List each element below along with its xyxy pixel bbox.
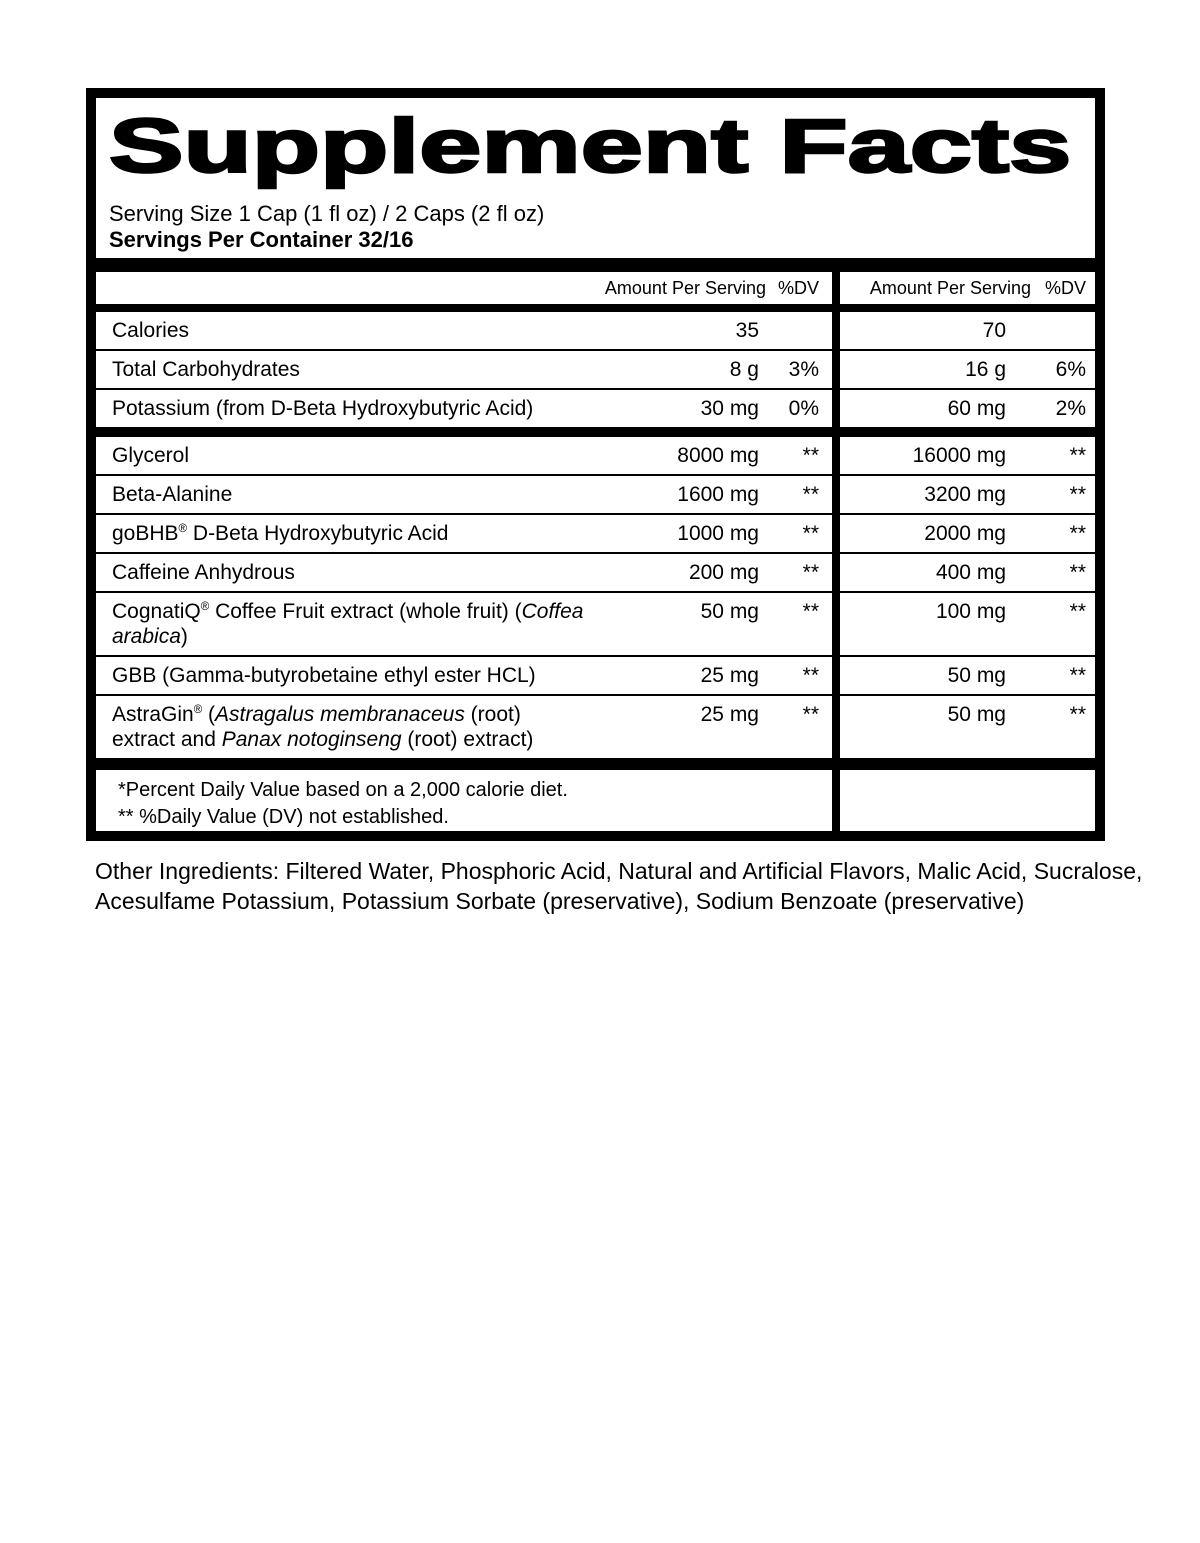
ingredient-cell-serving2: [840, 593, 1095, 655]
ingredient-cell-serving2: [840, 696, 1095, 758]
amount-per-serving-1: 30 mg: [700, 397, 759, 420]
ingredient-name-segment: (root) extract): [401, 728, 534, 751]
amount-per-serving-2: 70: [982, 319, 1006, 342]
daily-value-1: **: [802, 664, 819, 687]
ingredient-name-segment: CognatiQ: [112, 600, 201, 623]
ingredient-name: [112, 560, 641, 585]
daily-value-1: **: [802, 483, 819, 506]
ingredient-row: [96, 554, 1095, 591]
ingredient-name: [112, 702, 641, 752]
dv-label-2: %DV: [1044, 277, 1086, 298]
ingredient-name: [112, 396, 641, 421]
daily-value-2: **: [1069, 600, 1086, 623]
daily-value-1: **: [802, 703, 819, 726]
daily-value-1: **: [802, 444, 819, 467]
ingredient-name-segment: goBHB: [112, 522, 179, 545]
amount-per-serving-2: 16 g: [965, 358, 1006, 381]
ingredient-name-segment: GBB (Gamma-butyrobetaine ethyl ester HCL): [112, 664, 536, 687]
column-divider: [832, 351, 840, 388]
amount-per-serving-2: 100 mg: [935, 600, 1006, 623]
column-divider: [832, 696, 840, 758]
ingredient-name: [112, 521, 641, 546]
ingredient-name: [112, 482, 641, 507]
ingredient-cell-serving2: [840, 390, 1095, 427]
ingredient-cell-serving1: [96, 312, 832, 349]
facts-header-area: [96, 98, 1095, 258]
amount-per-serving-1: 50 mg: [700, 600, 759, 623]
supplement-facts-panel: [86, 88, 1105, 841]
ingredient-row: [96, 390, 1095, 427]
ingredient-name-segment: Coffea: [521, 600, 584, 623]
ingredient-name-segment: Potassium (from D-Beta Hydroxybutyric Acid): [112, 397, 534, 420]
ingredient-name-segment: Coffee Fruit extract (whole fruit) (: [209, 600, 522, 623]
ingredient-cell-serving1: [96, 554, 832, 591]
ingredient-cell-serving1: [96, 515, 832, 552]
daily-value-1: **: [802, 522, 819, 545]
amount-per-serving-2: 16000 mg: [912, 444, 1006, 467]
ingredient-name-segment: Glycerol: [112, 444, 190, 467]
daily-value-2: 6%: [1055, 358, 1086, 381]
amount-per-serving-2: 60 mg: [947, 397, 1006, 420]
amount-per-serving-1: 1600 mg: [677, 483, 759, 506]
column-divider: [832, 657, 840, 694]
ingredient-row: [96, 696, 1095, 758]
header-cell-serving2: [840, 272, 1095, 304]
column-divider: [832, 515, 840, 552]
column-divider: [832, 272, 840, 304]
amount-per-serving-1: 8 g: [729, 358, 759, 381]
amount-per-serving-1: 25 mg: [700, 664, 759, 687]
ingredient-name-segment: Astragalus membranaceus: [215, 703, 465, 726]
servings-per-container-line: Servings Per Container 32/16: [109, 227, 414, 252]
amount-per-serving-2: 3200 mg: [924, 483, 1006, 506]
ingredient-cell-serving2: [840, 437, 1095, 474]
amount-per-serving-2: 50 mg: [947, 664, 1006, 687]
column-header-row: [96, 272, 1095, 304]
footnote-empty-cell: [840, 770, 1095, 831]
other-ingredients-paragraph: Other Ingredients: Filtered Water, Phosphoric Acid, Natural and Artificial Flavors, Malic Acid, Sucralose, Acesulfame Potassium, Potassium Sorbate (preservative), Sodium Benzoate (preservative): [95, 858, 1143, 914]
ingredient-row: [96, 351, 1095, 388]
ingredient-name-segment: arabica: [112, 625, 181, 648]
footnote-cell: [96, 770, 832, 831]
daily-value-1: **: [802, 600, 819, 623]
ingredient-name-segment: D-Beta Hydroxybutyric Acid: [187, 522, 449, 545]
ingredient-cell-serving2: [840, 515, 1095, 552]
amount-per-serving-1: 8000 mg: [677, 444, 759, 467]
ingredient-name: [112, 318, 641, 343]
amount-per-serving-1: 25 mg: [700, 703, 759, 726]
amount-per-serving-2: 400 mg: [935, 561, 1006, 584]
amount-per-serving-1: 200 mg: [688, 561, 759, 584]
ingredient-cell-serving1: [96, 593, 832, 655]
nutrients-group: [96, 312, 1095, 427]
amount-per-serving-label-1: Amount Per Serving: [604, 277, 766, 298]
ingredient-cell-serving2: [840, 657, 1095, 694]
ingredient-name-segment: Caffeine Anhydrous: [112, 561, 295, 584]
ingredient-name-segment: ): [180, 625, 188, 648]
ingredient-cell-serving1: [96, 390, 832, 427]
ingredient-name-segment: (root): [464, 703, 521, 726]
footnote-row: [96, 770, 1095, 831]
panel-title: Supplement Facts: [109, 104, 1072, 189]
daily-value-2: **: [1069, 522, 1086, 545]
daily-value-1: 3%: [788, 358, 819, 381]
amount-per-serving-2: 2000 mg: [924, 522, 1006, 545]
ingredient-name-segment: ®: [178, 523, 188, 535]
column-divider: [832, 437, 840, 474]
ingredient-name-segment: (: [202, 703, 216, 726]
ingredient-name: [112, 663, 641, 688]
serving-size-line: Serving Size 1 Cap (1 fl oz) / 2 Caps (2 fl oz): [109, 201, 545, 226]
daily-value-2: 2%: [1055, 397, 1086, 420]
daily-value-2: **: [1069, 703, 1086, 726]
dv-label-1: %DV: [777, 277, 819, 298]
ingredient-row: [96, 312, 1095, 349]
actives-group: [96, 437, 1095, 758]
amount-per-serving-2: 50 mg: [947, 703, 1006, 726]
ingredient-row: [96, 437, 1095, 474]
ingredient-name: [112, 357, 641, 382]
footnote-daily-value: *Percent Daily Value based on a 2,000 calorie diet.: [118, 779, 568, 801]
amount-per-serving-1: 35: [735, 319, 759, 342]
ingredient-name-segment: Panax notoginseng: [221, 728, 402, 751]
ingredient-cell-serving2: [840, 312, 1095, 349]
ingredient-cell-serving1: [96, 351, 832, 388]
footnote-dv-not-established: ** %Daily Value (DV) not established.: [118, 806, 449, 828]
daily-value-1: **: [802, 561, 819, 584]
column-divider: [832, 593, 840, 655]
ingredient-name-segment: Beta-Alanine: [112, 483, 233, 506]
ingredient-cell-serving2: [840, 554, 1095, 591]
ingredient-name-segment: extract and: [112, 728, 222, 751]
ingredient-cell-serving2: [840, 476, 1095, 513]
daily-value-2: **: [1069, 561, 1086, 584]
ingredient-name-segment: ®: [200, 601, 210, 613]
column-divider: [832, 312, 840, 349]
ingredient-cell-serving1: [96, 437, 832, 474]
daily-value-2: **: [1069, 664, 1086, 687]
ingredient-cell-serving1: [96, 657, 832, 694]
daily-value-1: 0%: [788, 397, 819, 420]
facts-table: [96, 258, 1095, 831]
column-divider: [832, 770, 840, 831]
ingredient-row: [96, 515, 1095, 552]
ingredient-name-segment: Total Carbohydrates: [112, 358, 300, 381]
amount-per-serving-label-2: Amount Per Serving: [869, 277, 1031, 298]
ingredient-row: [96, 657, 1095, 694]
ingredient-name-segment: AstraGin: [112, 703, 194, 726]
header-cell-serving1: [96, 272, 832, 304]
amount-per-serving-1: 1000 mg: [677, 522, 759, 545]
column-divider: [832, 390, 840, 427]
ingredient-name: [112, 443, 641, 468]
daily-value-2: **: [1069, 444, 1086, 467]
ingredient-row: [96, 593, 1095, 655]
ingredient-cell-serving1: [96, 476, 832, 513]
ingredient-name: [112, 599, 641, 649]
ingredient-cell-serving2: [840, 351, 1095, 388]
daily-value-2: **: [1069, 483, 1086, 506]
column-divider: [832, 554, 840, 591]
ingredient-row: [96, 476, 1095, 513]
ingredient-cell-serving1: [96, 696, 832, 758]
ingredient-name-segment: Calories: [112, 319, 190, 342]
ingredient-name-segment: ®: [193, 704, 203, 716]
column-divider: [832, 476, 840, 513]
